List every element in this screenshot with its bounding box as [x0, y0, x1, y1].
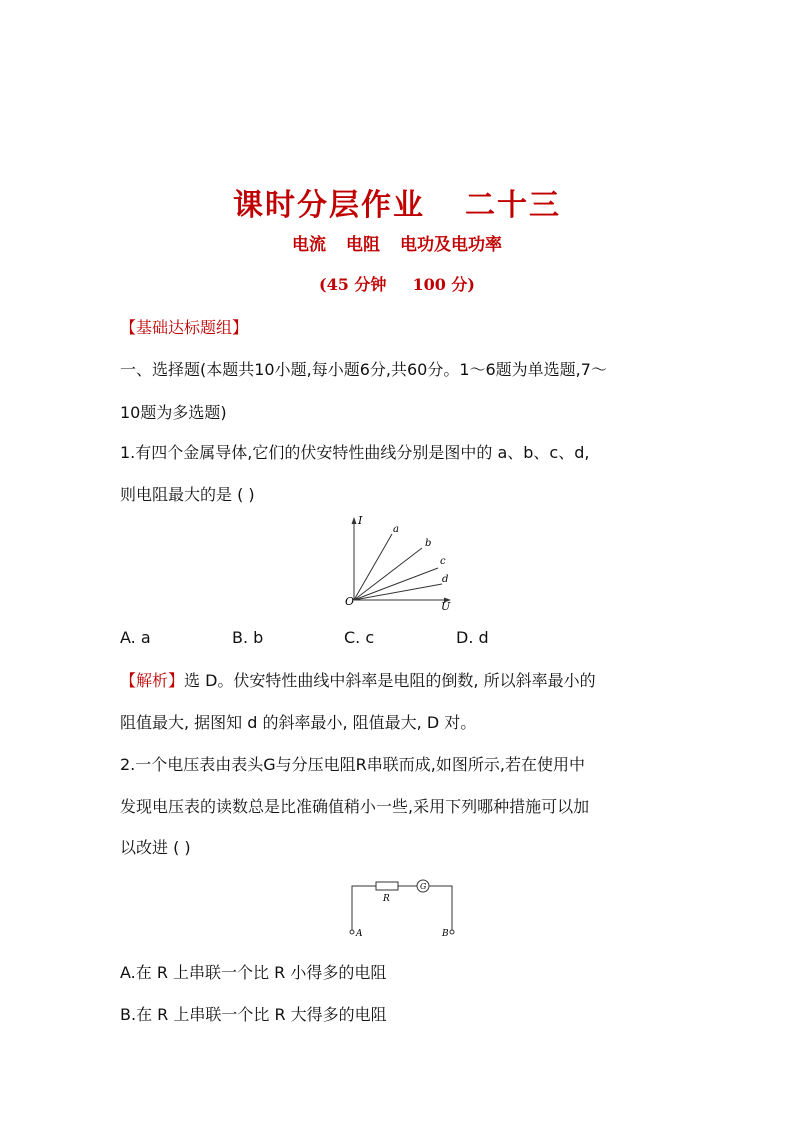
terminal-b [450, 930, 454, 934]
question-2-stem: 发现电压表的读数总是比准确值稍小一些,采用下列哪种措施可以加 [120, 797, 590, 816]
question-2-stem: 以改进 ( ) [120, 838, 191, 857]
time-score-line [0, 272, 794, 295]
question-2-stem: 2.一个电压表由表头G与分压电阻R串联而成,如图所示,若在使用中 [120, 755, 585, 774]
option-b: B. b [232, 628, 264, 647]
analysis-line: 阻值最大, 据图知 d 的斜率最小, 阻值最大, D 对。 [120, 713, 477, 732]
section-heading: 【基础达标题组】 [120, 318, 249, 337]
subtitle-item: 电功及电功率 [400, 235, 502, 255]
analysis-line [120, 668, 596, 691]
resistor [376, 882, 398, 890]
curve-d [354, 584, 442, 600]
resistor-label: R [383, 894, 390, 904]
question-2-option-b: B.在 R 上串联一个比 R 大得多的电阻 [120, 1005, 387, 1024]
y-axis-label: I [358, 514, 363, 527]
question-1-stem: 1.有四个金属导体,它们的伏安特性曲线分别是图中的 a、b、c、d, [120, 443, 590, 462]
curve-b-label: b [425, 538, 432, 549]
origin-label: O [345, 595, 355, 608]
time-label: (45 分钟 [319, 275, 387, 294]
score-label: 100 分) [412, 275, 475, 294]
curve-b [354, 548, 422, 600]
curve-c [354, 568, 438, 600]
option-c: C. c [344, 628, 375, 647]
iu-curve-figure [340, 512, 460, 614]
question-2-option-a: A.在 R 上串联一个比 R 小得多的电阻 [120, 963, 387, 982]
terminal-b-label: B [442, 929, 449, 938]
curve-d-label: d [442, 574, 449, 585]
subtitle-item: 电流 [292, 235, 326, 255]
terminal-a-label: A [356, 929, 363, 938]
option-a: A. a [120, 628, 151, 647]
title-number: 二十三 [465, 188, 561, 223]
curve-a [354, 534, 392, 600]
option-d: D. d [456, 628, 489, 647]
wire-left [352, 886, 376, 930]
part-intro-line: 一、选择题(本题共10小题,每小题6分,共60分。1～6题为单选题,7～ [120, 360, 607, 379]
x-axis-label: U [441, 600, 451, 613]
part-intro-line: 10题为多选题) [120, 403, 227, 422]
terminal-a [350, 930, 354, 934]
analysis-text: 选 D。伏安特性曲线中斜率是电阻的倒数, 所以斜率最小的 [184, 671, 596, 690]
curve-a-label: a [393, 524, 399, 535]
y-axis-arrow [352, 517, 357, 524]
subtitle-item: 电阻 [346, 235, 380, 255]
curve-c-label: c [440, 556, 446, 567]
meter-label: G [420, 882, 427, 891]
voltmeter-circuit-figure [340, 876, 465, 938]
page-subtitle [0, 230, 794, 255]
page-title [0, 180, 794, 224]
title-main: 课时分层作业 [233, 188, 425, 223]
analysis-label: 【解析】 [120, 671, 185, 690]
question-1-stem: 则电阻最大的是 ( ) [120, 485, 255, 504]
wire-right [429, 886, 452, 930]
